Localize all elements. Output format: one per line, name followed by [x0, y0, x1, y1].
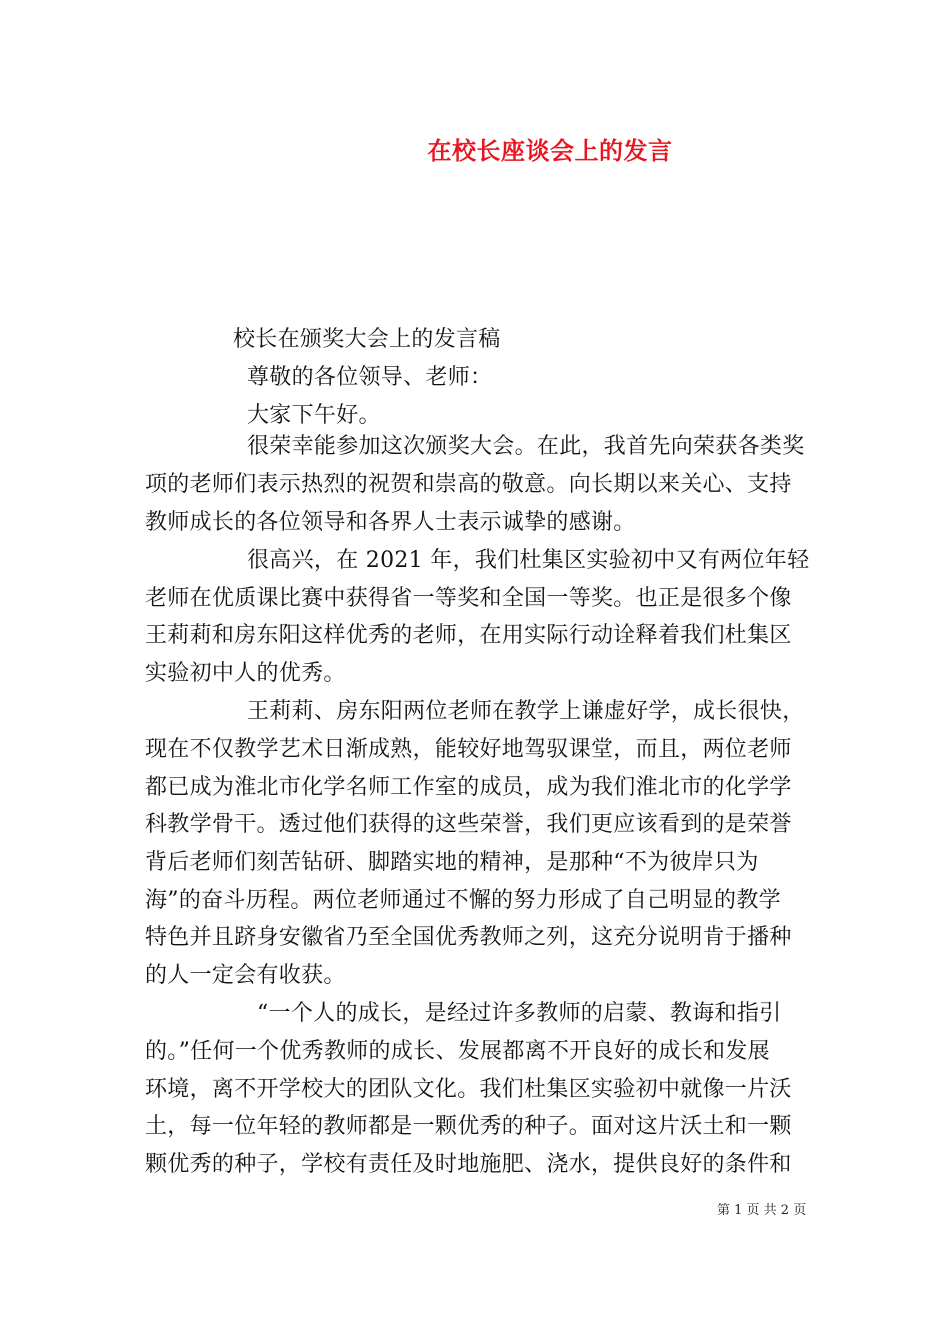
body-line: “一个人的成长，是经过许多教师的启蒙、教诲和指引 — [257, 1001, 782, 1026]
body-line: 都已成为淮北市化学名师工作室的成员，成为我们淮北市的化学学 — [145, 775, 792, 800]
body-line: 海”的奋斗历程。两位老师通过不懈的努力形成了自己明显的教学 — [145, 888, 781, 913]
body-line: 科教学骨干。透过他们获得的这些荣誉，我们更应该看到的是荣誉 — [145, 812, 792, 837]
page-footer: 第 1 页 共 2 页 — [717, 1203, 807, 1218]
body-line: 环境，离不开学校大的团队文化。我们杜集区实验初中就像一片沃 — [145, 1077, 792, 1102]
body-line: 校长在颁奖大会上的发言稿 — [233, 327, 501, 352]
body-line: 背后老师们刻苦钻研、脚踏实地的精神，是那种“不为彼岸只为 — [145, 850, 759, 875]
body-line: 实验初中人的优秀。 — [145, 661, 346, 686]
body-line: 王莉莉、房东阳两位老师在教学上谦虚好学，成长很快， — [247, 699, 805, 724]
body-line: 土，每一位年轻的教师都是一颗优秀的种子。面对这片沃土和一颗 — [145, 1114, 792, 1139]
body-line: 很高兴，在 2021 年，我们杜集区实验初中又有两位年轻 — [247, 548, 810, 573]
body-line: 尊敬的各位领导、老师： — [247, 365, 493, 390]
body-line: 很荣幸能参加这次颁奖大会。在此，我首先向荣获各类奖 — [247, 434, 805, 459]
body-line: 大家下午好。 — [247, 403, 381, 428]
body-line: 的。”任何一个优秀教师的成长、发展都离不开良好的成长和发展 — [145, 1039, 770, 1064]
body-line: 老师在优质课比赛中获得省一等奖和全国一等奖。也正是很多个像 — [145, 586, 792, 611]
body-line: 现在不仅教学艺术日渐成熟，能较好地驾驭课堂，而且，两位老师 — [145, 737, 792, 762]
body-line: 颗优秀的种子，学校有责任及时地施肥、浇水，提供良好的条件和 — [145, 1152, 792, 1177]
body-line: 王莉莉和房东阳这样优秀的老师，在用实际行动诠释着我们杜集区 — [145, 623, 792, 648]
body-line: 教师成长的各位领导和各界人士表示诚挚的感谢。 — [145, 510, 636, 535]
body-line: 的人一定会有收获。 — [145, 963, 346, 988]
body-line: 项的老师们表示热烈的祝贺和崇高的敬意。向长期以来关心、支持 — [145, 472, 792, 497]
document-title: 在校长座谈会上的发言 — [427, 136, 673, 165]
body-line: 特色并且跻身安徽省乃至全国优秀教师之列，这充分说明肯于播种 — [145, 925, 792, 950]
